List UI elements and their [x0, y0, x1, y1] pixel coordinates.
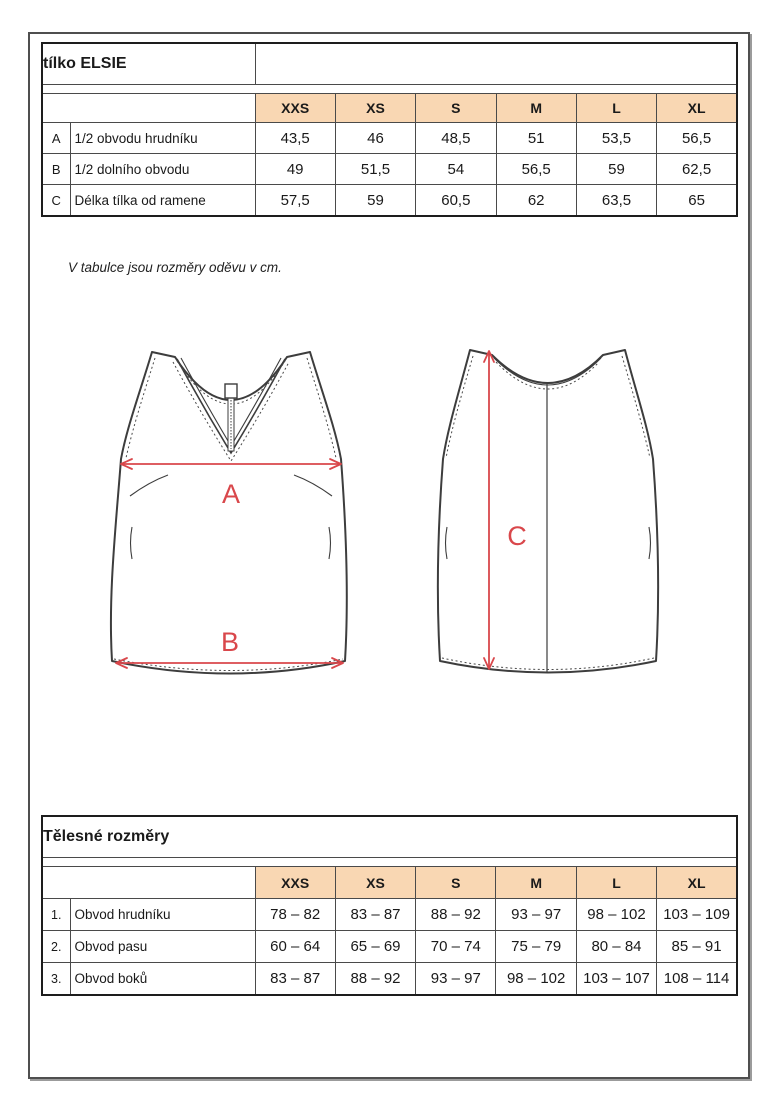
- row-label: 1/2 dolního obvodu: [70, 154, 255, 185]
- garment-table-size-header-row: [42, 94, 737, 123]
- value-cell: 70 – 74: [416, 931, 496, 963]
- value-cell: 51,5: [335, 154, 415, 185]
- value-cell: 85 – 91: [657, 931, 737, 963]
- value-cell: 60,5: [416, 185, 496, 217]
- row-key: C: [42, 185, 70, 217]
- tank-top-technical-drawing: [90, 335, 690, 687]
- garment-table-title-row: [42, 43, 737, 85]
- value-cell: 56,5: [496, 154, 576, 185]
- value-cell: 59: [335, 185, 415, 217]
- value-cell: 53,5: [576, 123, 656, 154]
- size-header-xxs: XXS: [255, 867, 335, 899]
- front-view-drawing: [111, 352, 347, 674]
- garment-row-a: [42, 123, 737, 154]
- garment-row-c: [42, 185, 737, 217]
- dimension-label-b: B: [220, 627, 240, 657]
- value-cell: 108 – 114: [657, 963, 737, 996]
- value-cell: 98 – 102: [576, 899, 656, 931]
- value-cell: 65: [657, 185, 737, 217]
- size-header-m: M: [496, 867, 576, 899]
- size-header-xs: XS: [335, 867, 415, 899]
- garment-table-header-empty-cell: [42, 94, 255, 123]
- value-cell: 56,5: [657, 123, 737, 154]
- size-header-m: M: [496, 94, 576, 123]
- size-header-l: L: [576, 94, 656, 123]
- back-view-drawing: [438, 350, 658, 673]
- value-cell: 57,5: [255, 185, 335, 217]
- size-header-xxs: XXS: [255, 94, 335, 123]
- size-header-xl: XL: [657, 867, 737, 899]
- value-cell: 43,5: [255, 123, 335, 154]
- units-note: V tabulce jsou rozměry oděvu v cm.: [68, 260, 282, 275]
- value-cell: 80 – 84: [576, 931, 656, 963]
- back-silhouette: [438, 350, 658, 673]
- size-header-xl: XL: [657, 94, 737, 123]
- row-key: B: [42, 154, 70, 185]
- value-cell: 63,5: [576, 185, 656, 217]
- row-label: Obvod pasu: [70, 931, 255, 963]
- value-cell: 103 – 107: [576, 963, 656, 996]
- value-cell: 60 – 64: [255, 931, 335, 963]
- row-label: 1/2 obvodu hrudníku: [70, 123, 255, 154]
- value-cell: 83 – 87: [255, 963, 335, 996]
- value-cell: 65 – 69: [335, 931, 415, 963]
- value-cell: 98 – 102: [496, 963, 576, 996]
- value-cell: 78 – 82: [255, 899, 335, 931]
- size-header-s: S: [416, 867, 496, 899]
- value-cell: 49: [255, 154, 335, 185]
- garment-table-title: tílko ELSIE: [42, 43, 255, 85]
- value-cell: 88 – 92: [416, 899, 496, 931]
- zipper-pull: [225, 384, 237, 398]
- body-table-spacer-row: [42, 858, 737, 867]
- row-label: Obvod hrudníku: [70, 899, 255, 931]
- garment-table-spacer-cell: [42, 85, 737, 94]
- value-cell: 88 – 92: [335, 963, 415, 996]
- size-header-l: L: [576, 867, 656, 899]
- dimension-label-c: C: [507, 521, 527, 551]
- value-cell: 46: [335, 123, 415, 154]
- row-key: 2.: [42, 931, 70, 963]
- body-table-size-header-row: [42, 867, 737, 899]
- value-cell: 51: [496, 123, 576, 154]
- value-cell: 62,5: [657, 154, 737, 185]
- garment-table-title-empty-cell: [255, 43, 737, 85]
- value-cell: 93 – 97: [416, 963, 496, 996]
- value-cell: 62: [496, 185, 576, 217]
- body-row-3: [42, 963, 737, 996]
- row-key: A: [42, 123, 70, 154]
- value-cell: 48,5: [416, 123, 496, 154]
- body-table-title-row: [42, 816, 737, 858]
- row-label: Délka tílka od ramene: [70, 185, 255, 217]
- body-table-title: Tělesné rozměry: [42, 816, 737, 858]
- dimension-label-a: A: [221, 479, 241, 509]
- value-cell: 54: [416, 154, 496, 185]
- garment-row-b: [42, 154, 737, 185]
- row-key: 1.: [42, 899, 70, 931]
- value-cell: 103 – 109: [657, 899, 737, 931]
- row-key: 3.: [42, 963, 70, 996]
- garment-table-spacer-row: [42, 85, 737, 94]
- value-cell: 83 – 87: [335, 899, 415, 931]
- garment-size-table: [41, 42, 738, 217]
- size-header-xs: XS: [335, 94, 415, 123]
- body-table-header-empty-cell: [42, 867, 255, 899]
- size-header-s: S: [416, 94, 496, 123]
- body-row-1: [42, 899, 737, 931]
- body-row-2: [42, 931, 737, 963]
- value-cell: 75 – 79: [496, 931, 576, 963]
- body-table-spacer-cell: [42, 858, 737, 867]
- row-label: Obvod boků: [70, 963, 255, 996]
- value-cell: 59: [576, 154, 656, 185]
- value-cell: 93 – 97: [496, 899, 576, 931]
- body-measurements-table: [41, 815, 738, 996]
